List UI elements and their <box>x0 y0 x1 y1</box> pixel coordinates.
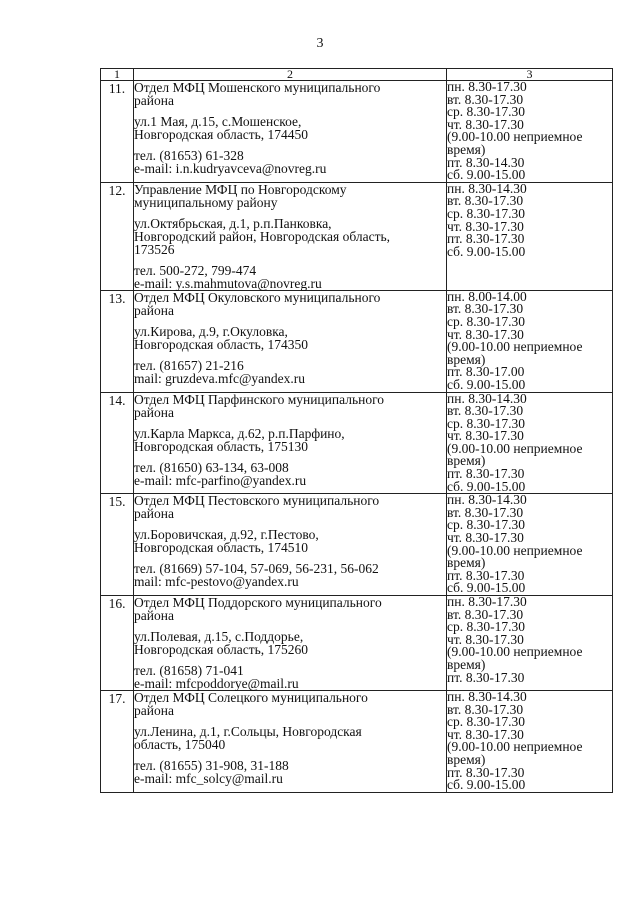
office-name-line: муниципальному району <box>134 194 278 210</box>
address-line: ул.Полевая, д.15, с.Поддорье, <box>134 629 304 644</box>
hours-line: вт. 8.30-17.30 <box>447 193 524 209</box>
hours-line: чт. 8.30-17.30 <box>447 428 524 444</box>
column-header-office: 2 <box>134 69 447 81</box>
hours-line: чт. 8.30-17.30 <box>447 218 524 234</box>
hours-line: (9.00-10.00 неприемное <box>447 129 583 145</box>
working-hours-cell <box>447 691 613 793</box>
column-header-hours: 3 <box>447 69 613 81</box>
hours-line: ср. 8.30-17.30 <box>447 205 525 221</box>
row-number: 14. <box>101 392 134 494</box>
hours-line: (9.00-10.00 неприемное <box>447 739 583 755</box>
hours-line: пн. 8.30-14.30 <box>447 689 527 704</box>
contact-line: тел. (81658) 71-041 <box>134 663 244 678</box>
column-header-number: 1 <box>101 69 134 81</box>
contact-line: e-mail: mfc-parfino@yandex.ru <box>134 472 307 488</box>
table-row <box>101 596 613 691</box>
office-name-line: района <box>134 703 174 718</box>
office-name-line: Управление МФЦ по Новгородскому <box>134 181 347 197</box>
hours-line: ср. 8.30-17.30 <box>447 619 525 635</box>
address-line: Новгородская область, 174450 <box>134 127 309 142</box>
working-hours-cell <box>447 290 613 392</box>
table-body <box>101 81 613 793</box>
address-line: Новгородская область, 175260 <box>134 642 309 657</box>
hours-line: вт. 8.30-17.30 <box>447 701 524 717</box>
hours-line: ср. 8.30-17.30 <box>447 313 525 329</box>
contact-line: e-mail: mfc_solcy@mail.ru <box>134 771 283 786</box>
hours-line: чт. 8.30-17.30 <box>447 726 524 742</box>
hours-line: (9.00-10.00 неприемное <box>447 542 583 558</box>
hours-line: сб. 9.00-15.00 <box>447 580 526 596</box>
hours-line: пн. 8.30-14.30 <box>447 492 527 508</box>
contact-line: тел. 500-272, 799-474 <box>134 262 257 278</box>
row-number: 13. <box>101 290 134 392</box>
address-line: Новгородский район, Новгородская область, <box>134 228 391 244</box>
hours-line: время) <box>447 351 486 367</box>
hours-line: (9.00-10.00 неприемное <box>447 339 583 355</box>
contact-line: тел. (81653) 61-328 <box>134 148 244 163</box>
hours-line: пт. 8.30-14.30 <box>447 154 525 170</box>
office-info-cell <box>134 290 447 392</box>
address-line: ул.Октябрьская, д.1, р.п.Панковка, <box>134 215 332 231</box>
hours-line: время) <box>447 555 486 571</box>
table-row <box>101 392 613 494</box>
hours-line: время) <box>447 141 486 157</box>
hours-line: время) <box>447 453 486 469</box>
hours-line: вт. 8.30-17.30 <box>447 504 524 520</box>
hours-line: чт. 8.30-17.30 <box>447 116 524 132</box>
page-number: 3 <box>316 36 324 51</box>
working-hours-cell <box>447 494 613 596</box>
hours-line: пт. 8.30-17.30 <box>447 764 525 780</box>
table-row <box>101 182 613 290</box>
office-name-line: Отдел МФЦ Пестовского муниципального <box>134 493 380 509</box>
office-name-line: Отдел МФЦ Окуловского муниципального <box>134 289 381 305</box>
hours-line: ср. 8.30-17.30 <box>447 714 525 730</box>
hours-line: вт. 8.30-17.30 <box>447 91 524 107</box>
working-hours-cell <box>447 596 613 691</box>
office-info-cell <box>134 182 447 290</box>
hours-line: вт. 8.30-17.30 <box>447 301 524 317</box>
office-name-line: района <box>134 404 174 420</box>
hours-line: пн. 8.30-17.30 <box>447 594 527 609</box>
office-name-line: района <box>134 302 174 318</box>
office-name-line: района <box>134 506 174 522</box>
hours-line: чт. 8.30-17.30 <box>447 326 524 342</box>
hours-line: сб. 9.00-15.00 <box>447 777 526 793</box>
hours-line: сб. 9.00-15.00 <box>447 167 526 183</box>
contact-line: тел. (81669) 57-104, 57-069, 56-231, 56-062 <box>134 561 379 577</box>
hours-line: чт. 8.30-17.30 <box>447 530 524 546</box>
address-line: ул.Кирова, д.9, г.Окуловка, <box>134 323 288 339</box>
table-header-row <box>101 69 613 81</box>
office-info-cell <box>134 691 447 793</box>
contact-line: тел. (81657) 21-216 <box>134 357 244 373</box>
row-number: 16. <box>101 596 134 691</box>
office-info-cell <box>134 494 447 596</box>
working-hours-cell <box>447 182 613 290</box>
hours-line: сб. 9.00-15.00 <box>447 243 526 259</box>
hours-line: (9.00-10.00 неприемное <box>447 440 583 456</box>
address-line: область, 175040 <box>134 737 226 752</box>
hours-line: пт. 8.30-17.30 <box>447 567 525 583</box>
mfc-offices-table <box>100 68 613 793</box>
office-info-cell <box>134 596 447 691</box>
hours-line: пт. 8.30-17.30 <box>447 231 525 247</box>
row-number: 17. <box>101 691 134 793</box>
working-hours-cell <box>447 392 613 494</box>
table-row <box>101 494 613 596</box>
address-line: ул.Ленина, д.1, г.Сольцы, Новгородская <box>134 724 362 739</box>
row-number: 11. <box>101 81 134 183</box>
hours-line: пн. 8.30-14.30 <box>447 180 527 196</box>
hours-line: пт. 8.30-17.30 <box>447 466 525 482</box>
table-row <box>101 290 613 392</box>
contact-line: e-mail: mfcpoddorye@mail.ru <box>134 676 299 691</box>
office-name-line: Отдел МФЦ Мошенского муниципального <box>134 80 381 95</box>
office-name-line: района <box>134 93 174 108</box>
table-row <box>101 81 613 183</box>
hours-line: ср. 8.30-17.30 <box>447 104 525 120</box>
hours-line: ср. 8.30-17.30 <box>447 415 525 431</box>
office-name-line: района <box>134 608 174 623</box>
hours-line: чт. 8.30-17.30 <box>447 631 524 647</box>
hours-line: время) <box>447 751 486 767</box>
contact-line: тел. (81650) 63-134, 63-008 <box>134 459 289 475</box>
office-name-line: Отдел МФЦ Поддорского муниципального <box>134 595 382 610</box>
office-info-cell <box>134 81 447 183</box>
hours-line: пн. 8.30-17.30 <box>447 79 527 94</box>
hours-line: пт. 8.30-17.30 <box>447 669 525 685</box>
contact-line: e-mail: y.s.mahmutova@novreg.ru <box>134 275 322 291</box>
office-name-line: Отдел МФЦ Солецкого муниципального <box>134 690 368 705</box>
hours-line: вт. 8.30-17.30 <box>447 606 524 622</box>
hours-line: сб. 9.00-15.00 <box>447 376 526 392</box>
address-line: Новгородская область, 174350 <box>134 336 309 352</box>
hours-line: ср. 8.30-17.30 <box>447 517 525 533</box>
hours-line: время) <box>447 656 486 672</box>
office-name-line: Отдел МФЦ Парфинского муниципального <box>134 391 385 407</box>
contact-line: e-mail: i.n.kudryavceva@novreg.ru <box>134 161 327 176</box>
contact-line: mail: mfc-pestovo@yandex.ru <box>134 574 299 590</box>
row-number: 12. <box>101 182 134 290</box>
hours-line: пн. 8.00-14.00 <box>447 288 527 304</box>
hours-line: пн. 8.30-14.30 <box>447 390 527 406</box>
contact-line: mail: gruzdeva.mfc@yandex.ru <box>134 370 305 386</box>
address-line: Новгородская область, 175130 <box>134 438 309 454</box>
hours-line: сб. 9.00-15.00 <box>447 478 526 494</box>
table-row <box>101 691 613 793</box>
address-line: ул.1 Мая, д.15, с.Мошенское, <box>134 114 302 129</box>
address-line: ул.Боровичская, д.92, г.Пестово, <box>134 527 319 543</box>
address-line: Новгородская область, 174510 <box>134 540 309 556</box>
hours-line: пт. 8.30-17.00 <box>447 364 525 380</box>
hours-line: (9.00-10.00 неприемное <box>447 644 583 660</box>
working-hours-cell <box>447 81 613 183</box>
address-line: 173526 <box>134 241 175 257</box>
address-line: ул.Карла Маркса, д.62, р.п.Парфино, <box>134 425 345 441</box>
contact-line: тел. (81655) 31-908, 31-188 <box>134 758 289 773</box>
hours-line: вт. 8.30-17.30 <box>447 403 524 419</box>
row-number: 15. <box>101 494 134 596</box>
office-info-cell <box>134 392 447 494</box>
